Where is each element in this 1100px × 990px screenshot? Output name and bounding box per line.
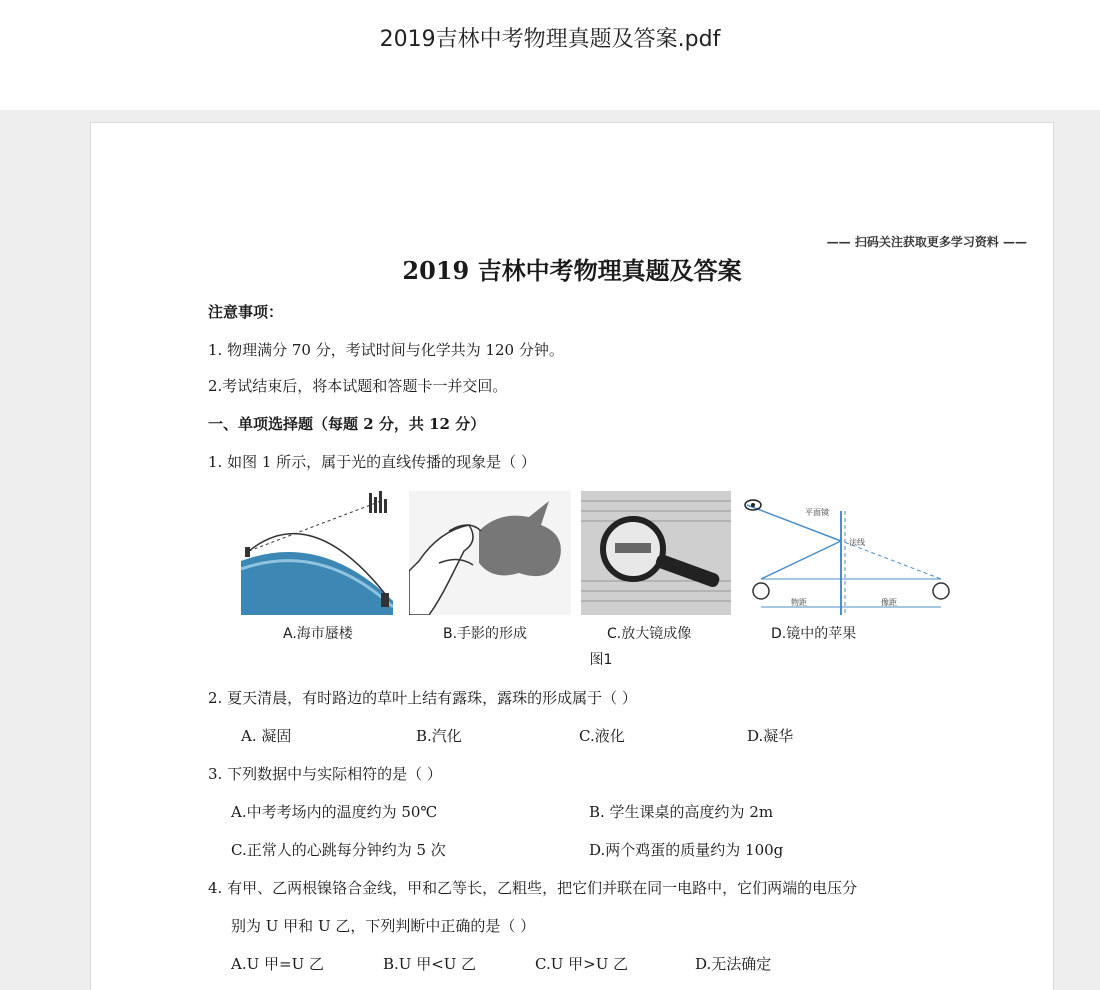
plane-mirror-label: 平面镜: [805, 508, 829, 517]
caption-a: A.海市蜃楼: [283, 626, 353, 642]
question-1: 1. 如图 1 所示，属于光的直线传播的现象是（ ）: [208, 453, 536, 471]
notice-heading: 注意事项：: [208, 303, 284, 321]
magnifier-image: [581, 491, 731, 615]
image-distance-label: 像距: [881, 598, 897, 607]
notice-2: 2.考试结束后，将本试题和答题卡一并交回。: [208, 377, 508, 395]
normal-label: 法线: [849, 538, 865, 547]
q2-option-c: C.液化: [579, 727, 625, 745]
q4-option-d: D.无法确定: [695, 955, 772, 973]
q2-option-d: D.凝华: [747, 727, 794, 745]
viewer-header: [0, 0, 1100, 110]
caption-c: C.放大镜成像: [607, 626, 692, 642]
pdf-viewer[interactable]: [0, 110, 1100, 990]
document-title: 2019 吉林中考物理真题及答案: [402, 256, 742, 285]
q3-option-c: C.正常人的心跳每分钟约为 5 次: [231, 841, 446, 859]
figure-1: [241, 491, 961, 668]
q3-option-a: A.中考考场内的温度约为 50℃: [231, 803, 438, 821]
hand-shadow-image: [409, 491, 571, 615]
mirror-diagram: [741, 491, 961, 615]
qr-tagline: —— 扫码关注获取更多学习资料 ——: [826, 235, 1027, 249]
question-4-line-1: 4. 有甲、乙两根镍铬合金线，甲和乙等长，乙粗些，把它们并联在同一电路中，它们两端的电压分: [208, 879, 858, 897]
file-title: 2019吉林中考物理真题及答案.pdf: [379, 27, 721, 52]
section-heading: 一、单项选择题（每题 2 分，共 12 分）: [208, 415, 486, 433]
q4-option-b: B.U 甲<U 乙: [383, 955, 477, 973]
figure-label: 图1: [589, 652, 613, 668]
q4-option-c: C.U 甲>U 乙: [535, 955, 629, 973]
q4-option-a: A.U 甲=U 乙: [231, 955, 324, 973]
pdf-page: [90, 122, 1054, 990]
question-4-line-2: 别为 U 甲和 U 乙，下列判断中正确的是（ ）: [231, 917, 536, 935]
q3-option-d: D.两个鸡蛋的质量约为 100g: [589, 841, 784, 859]
question-2: 2. 夏天清晨，有时路边的草叶上结有露珠，露珠的形成属于（ ）: [208, 689, 637, 707]
object-distance-label: 物距: [791, 598, 807, 607]
mirage-image: [241, 491, 393, 615]
notice-1: 1. 物理满分 70 分，考试时间与化学共为 120 分钟。: [208, 341, 564, 359]
q2-option-a: A. 凝固: [241, 727, 292, 745]
q3-option-b: B. 学生课桌的高度约为 2m: [589, 803, 774, 821]
caption-b: B.手影的形成: [443, 626, 528, 642]
caption-d: D.镜中的苹果: [771, 626, 857, 642]
q2-option-b: B.汽化: [416, 727, 462, 745]
question-3: 3. 下列数据中与实际相符的是（ ）: [208, 765, 442, 783]
